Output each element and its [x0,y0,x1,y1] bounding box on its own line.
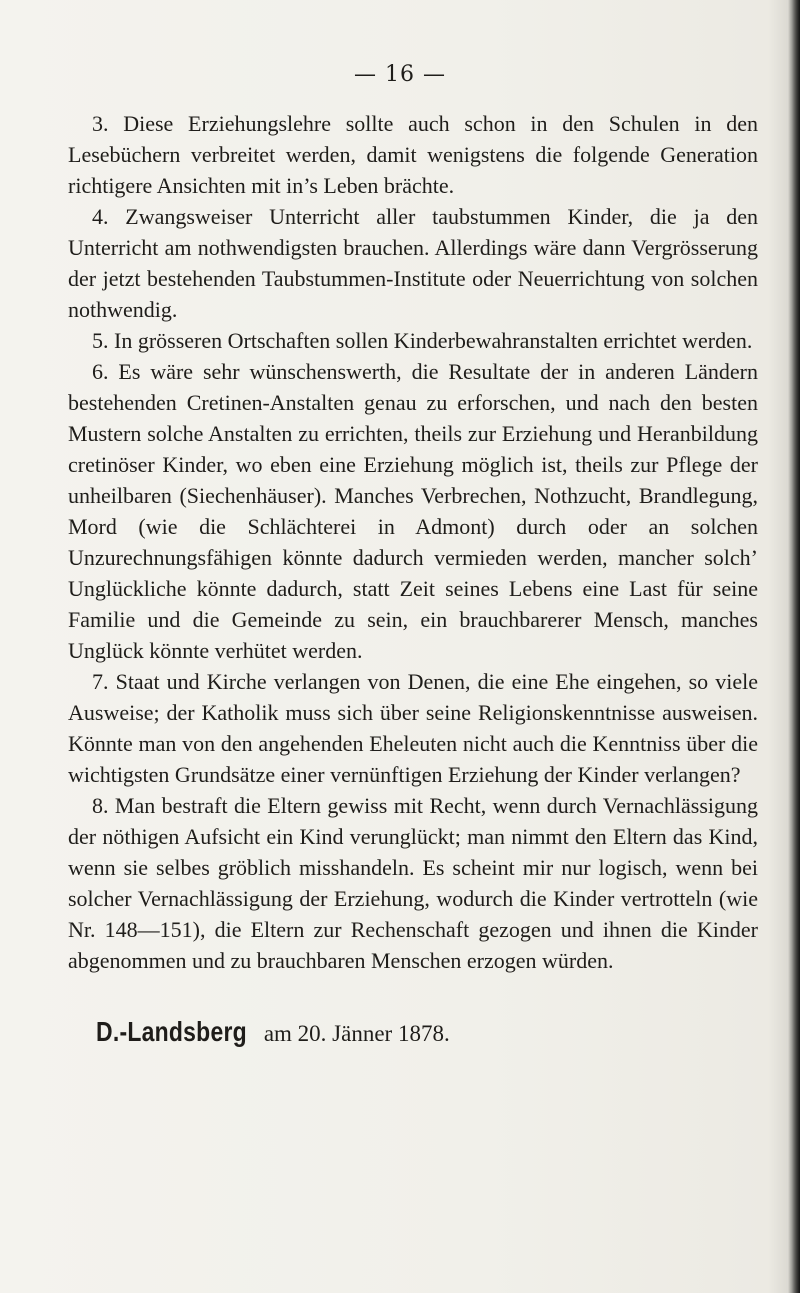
paragraph-5: 5. In grösseren Ortschaften sollen Kinderbewahranstalten errichtet werden. [92,328,753,353]
page-number: — 16 — [354,62,446,87]
paragraph-3: 3. Diese Erziehungslehre sollte auch schon in den Schulen in den Lesebüchern verbreitet werden, damit wenigstens die folgende Generation richtigere Ansichten mit in’s Leben brächte. [68,111,758,198]
page-edge-shadow [788,0,800,1293]
paragraph-8: 8. Man bestraft die Eltern gewiss mit Recht, wenn durch Vernachlässigung der nöthigen Aufsicht ein Kind verunglückt; man nimmt den Eltern das Kind, wenn sie selbes gröblich misshandeln. Es scheint mir nur logisch, wenn bei solcher Vernachlässigung der Erziehung, wodurch die Kinder vertrotteln (wie Nr. 148—151), die Eltern zur Rechenschaft gezogen und ihnen die Kinder abgenommen und zu brauchbaren Menschen erzogen würden. [68,793,758,973]
paragraph-4: 4. Zwangsweiser Unterricht aller taubstummen Kinder, die ja den Unterricht am nothwendigsten brauchen. Allerdings wäre dann Vergrösserung der jetzt bestehenden Taubstummen-Institute oder Neuerrichtung von solchen nothwendig. [68,204,758,322]
author-name: D.-Landsberg [96,1016,247,1047]
paragraph-6: 6. Es wäre sehr wünschenswerth, die Resultate der in anderen Ländern bestehenden Cretinen-Anstalten genau zu erforschen, und nach den besten Mustern solche Anstalten zu errichten, theils zur Erziehung und Heranbildung cretinöser Kinder, wo eben eine Erziehung möglich ist, theils zur Pflege der unheilbaren (Siechenhäuser). Manches Verbrechen, Nothzucht, Brandlegung, Mord (wie die Schlächterei in Admont) durch oder an solchen Unzurechnungsfähigen könnte dadurch vermieden werden, mancher solch’ Unglückliche könnte dadurch, statt Zeit seines Lebens eine Last für seine Familie und die Gemeinde zu sein, ein brauchbarerer Mensch, manches Unglück könnte verhütet werden. [68,359,758,663]
signature-line [96,1016,450,1048]
body-text [68,108,758,976]
paragraph-7: 7. Staat und Kirche verlangen von Denen, die eine Ehe eingehen, so viele Ausweise; der Katholik muss sich über seine Religionskenntnisse ausweisen. Könnte man von den angehenden Eheleuten nicht auch die Kenntniss über die wichtigsten Grundsätze einer vernünftigen Erziehung der Kinder verlangen? [68,669,758,787]
signature-date: am 20. Jänner 1878. [263,1021,450,1046]
